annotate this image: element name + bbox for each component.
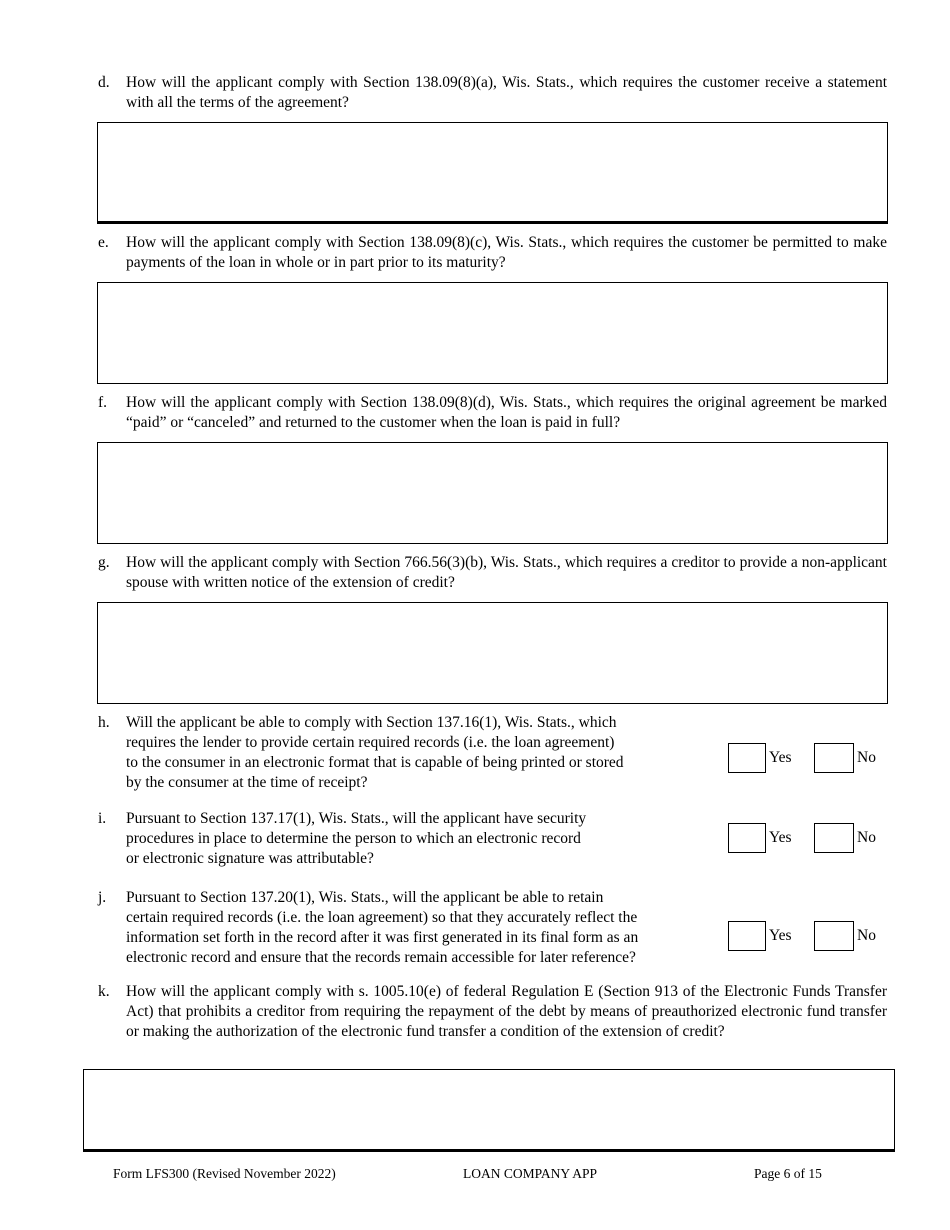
- no-checkbox-h[interactable]: [814, 743, 854, 773]
- yes-checkbox-j[interactable]: [728, 921, 766, 951]
- question-text: How will the applicant comply with s. 1005.10(e) of federal Regulation E (Section 913 of the Electronic Funds Transfer Act) that prohibits a creditor from requiring the repayment of the debt by means of preauthorized electronic fund transfer or making the authorization of the electronic fund transfer a condition of the extension of credit?: [126, 983, 887, 1040]
- question-letter: d.: [98, 74, 110, 91]
- question-d: [98, 73, 887, 113]
- yes-checkbox-h[interactable]: [728, 743, 766, 773]
- no-label: No: [857, 829, 876, 846]
- question-text: How will the applicant comply with Section 138.09(8)(a), Wis. Stats., which requires the customer receive a statement with all the terms of the agreement?: [126, 74, 887, 111]
- question-text: Pursuant to Section 137.20(1), Wis. Stats., will the applicant be able to retain certain required records (i.e. the loan agreement) so that they accurately reflect the information set forth in the record after it was first generated in its final form as an electronic record and ensure that the records remain accessible for later reference?: [126, 889, 639, 966]
- question-j: [98, 888, 718, 968]
- question-letter: f.: [98, 394, 108, 411]
- yes-label: Yes: [769, 749, 792, 766]
- answer-box-k[interactable]: [83, 1069, 895, 1152]
- question-text: How will the applicant comply with Section 138.09(8)(c), Wis. Stats., which requires the customer be permitted to make payments of the loan in whole or in part prior to its maturity?: [126, 234, 887, 271]
- yes-label: Yes: [769, 927, 792, 944]
- question-f: [98, 393, 887, 433]
- question-text: Will the applicant be able to comply with Section 137.16(1), Wis. Stats., which requires the lender to provide certain required records (i.e. the loan agreement) to the consumer in an electronic format that is capable of being printed or stored by the consumer at the time of receipt?: [126, 714, 624, 791]
- answer-box-g[interactable]: [97, 602, 888, 704]
- question-g: [98, 553, 887, 593]
- question-text: Pursuant to Section 137.17(1), Wis. Stats., will the applicant have security procedures in place to determine the person to which an electronic record or electronic signature was attributable?: [126, 810, 587, 867]
- question-letter: k.: [98, 983, 110, 1000]
- no-option-h[interactable]: [814, 742, 876, 774]
- yes-label: Yes: [769, 829, 792, 846]
- footer-form-number: Form LFS300 (Revised November 2022): [113, 1166, 336, 1181]
- question-text: How will the applicant comply with Section 766.56(3)(b), Wis. Stats., which requires a creditor to provide a non-applicant spouse with written notice of the extension of credit?: [126, 554, 887, 591]
- no-label: No: [857, 927, 876, 944]
- yes-option-h[interactable]: [728, 742, 792, 774]
- question-letter: h.: [98, 714, 110, 731]
- question-letter: j.: [98, 889, 107, 906]
- no-option-j[interactable]: [814, 920, 876, 952]
- no-label: No: [857, 749, 876, 766]
- answer-box-e[interactable]: [97, 282, 888, 384]
- yes-checkbox-i[interactable]: [728, 823, 766, 853]
- answer-box-d[interactable]: [97, 122, 888, 224]
- footer-page-number: Page 6 of 15: [754, 1166, 822, 1181]
- yes-option-i[interactable]: [728, 822, 792, 854]
- question-h: [98, 713, 698, 793]
- no-checkbox-j[interactable]: [814, 921, 854, 951]
- question-i: [98, 809, 698, 869]
- question-letter: i.: [98, 810, 107, 827]
- no-option-i[interactable]: [814, 822, 876, 854]
- question-e: [98, 233, 887, 273]
- question-text: How will the applicant comply with Section 138.09(8)(d), Wis. Stats., which requires the original agreement be marked “paid” or “canceled” and returned to the customer when the loan is paid in full?: [126, 394, 887, 431]
- no-checkbox-i[interactable]: [814, 823, 854, 853]
- footer-title: LOAN COMPANY APP: [463, 1166, 598, 1181]
- yes-option-j[interactable]: [728, 920, 792, 952]
- question-k: [98, 982, 887, 1042]
- question-letter: g.: [98, 554, 110, 571]
- answer-box-f[interactable]: [97, 442, 888, 544]
- question-letter: e.: [98, 234, 109, 251]
